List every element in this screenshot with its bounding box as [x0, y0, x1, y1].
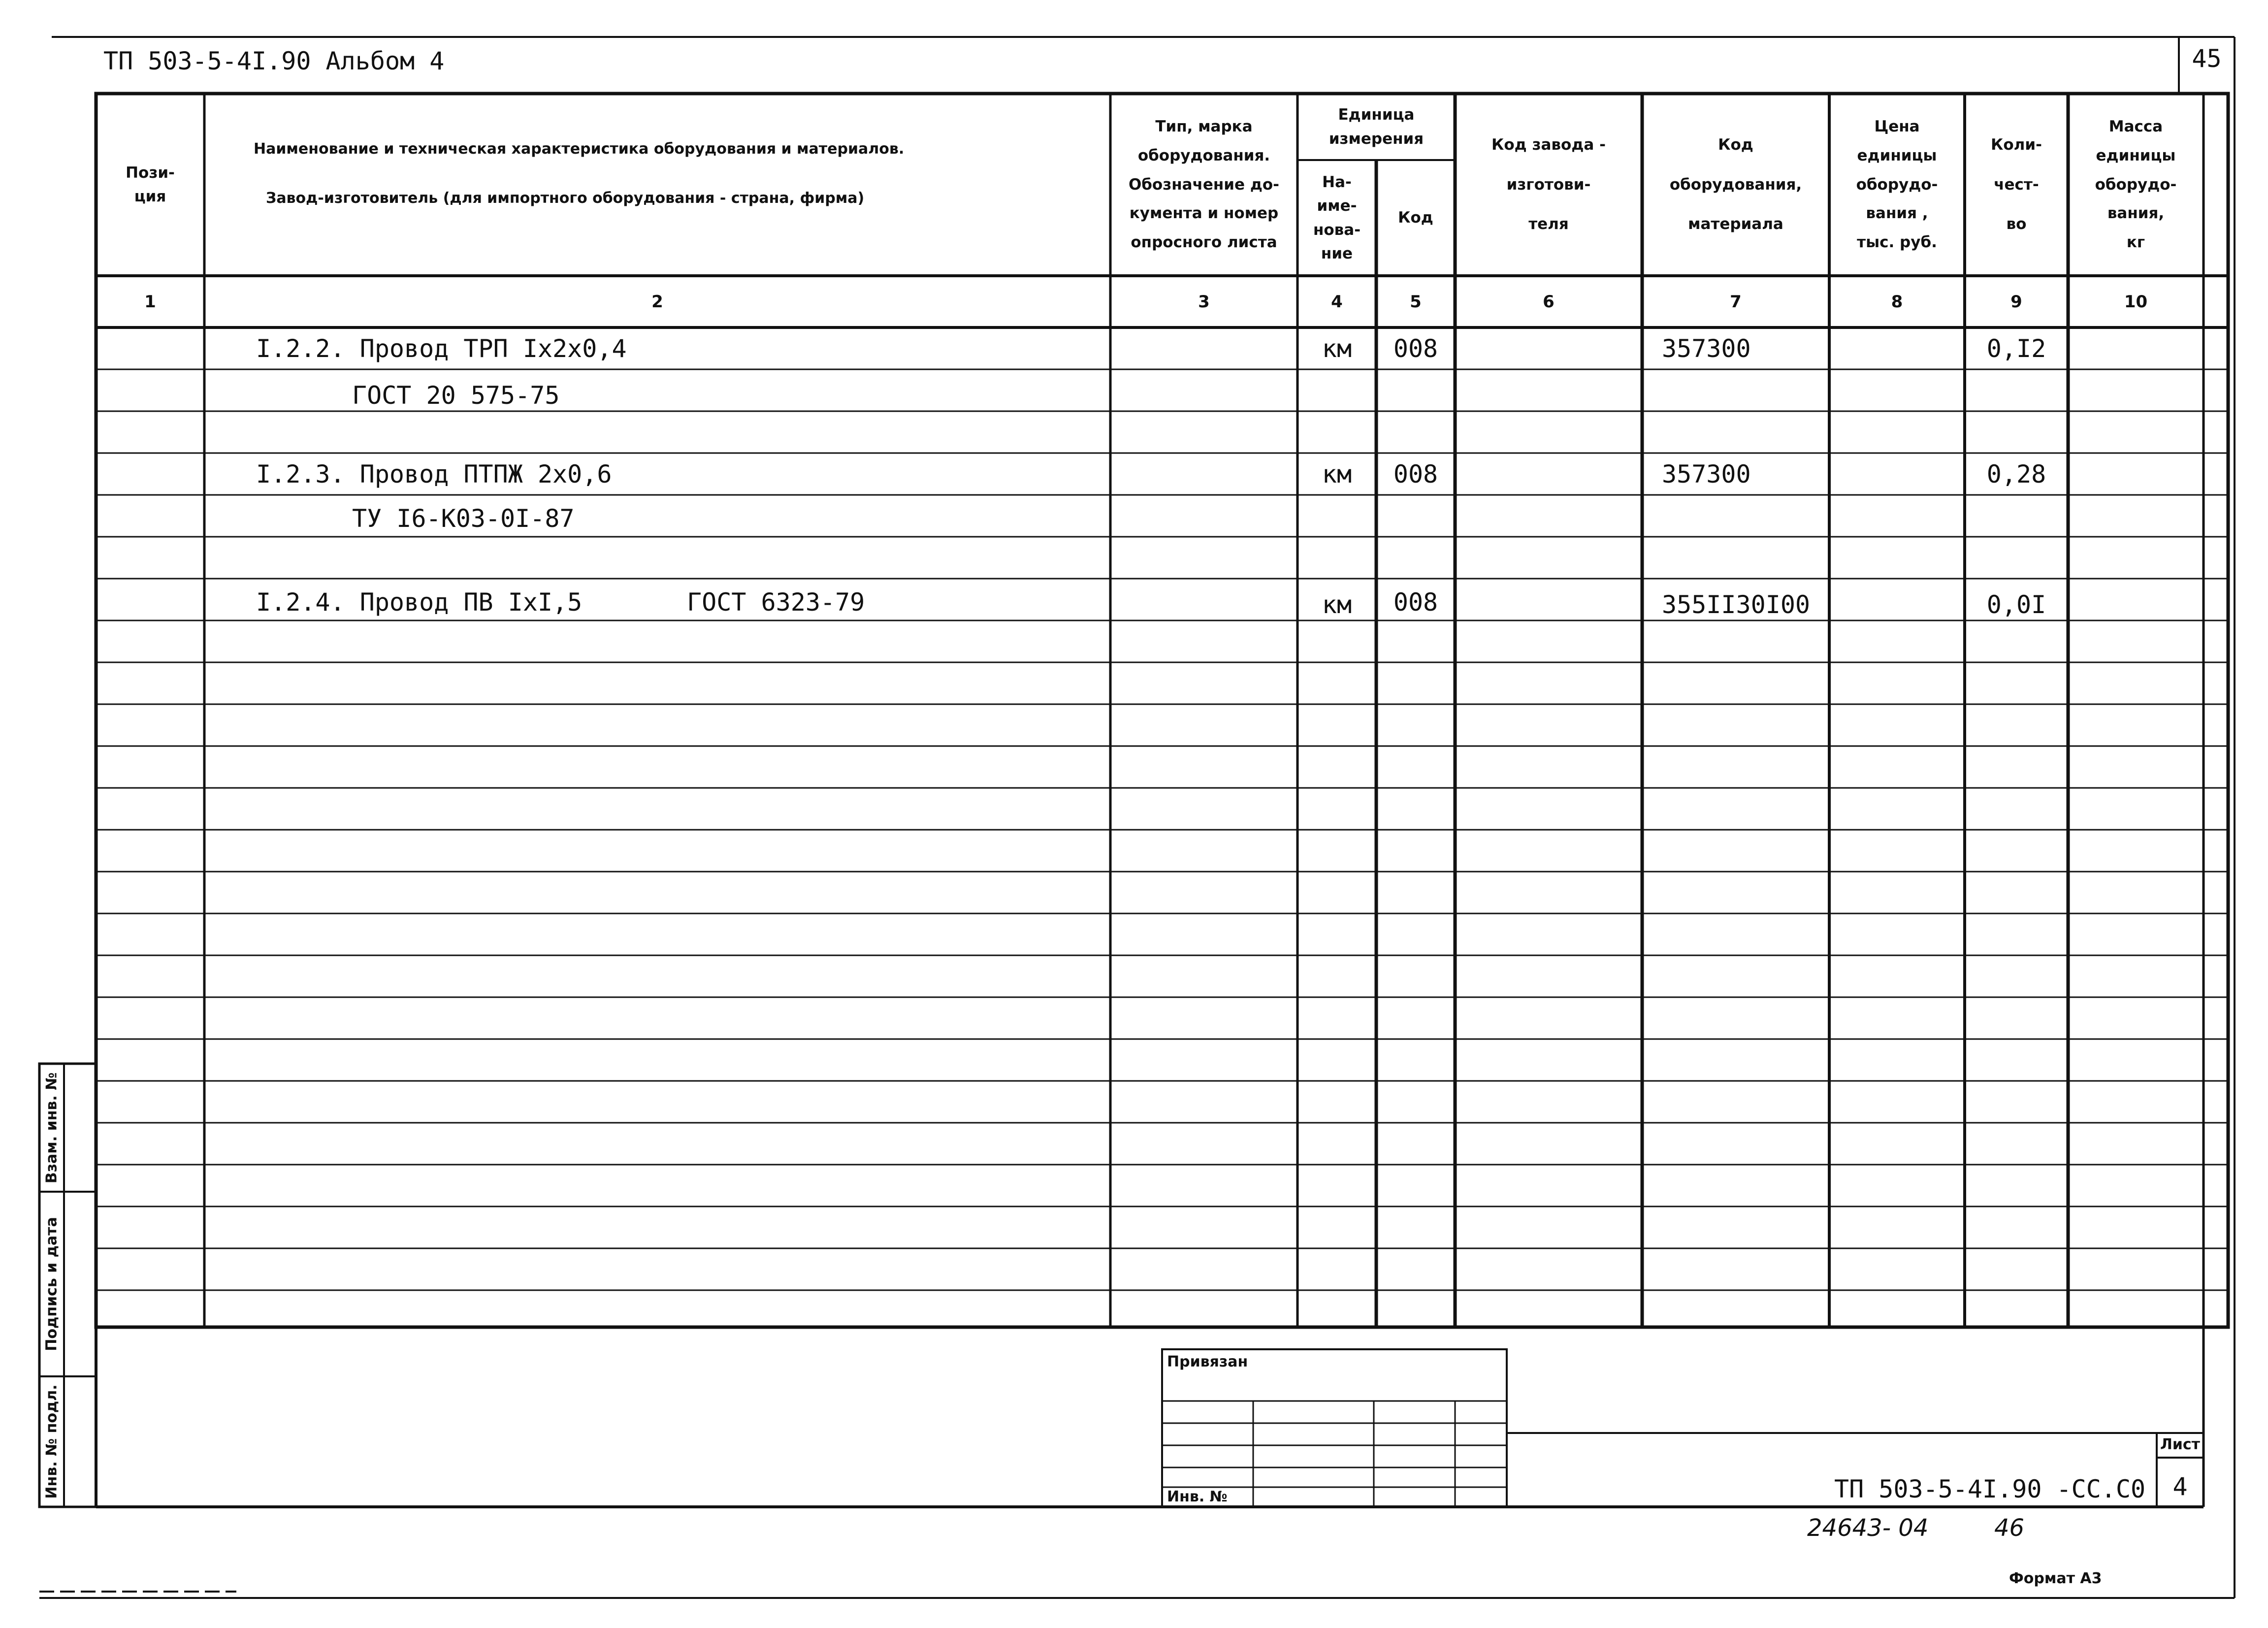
header-price: Цена единицы оборудо- вания , тыс. руб.: [1856, 117, 1938, 252]
row-material-code: 357300: [1662, 334, 1751, 363]
handwritten-number: 24643- 04: [1807, 1514, 1929, 1542]
row-quantity: 0,28: [1986, 459, 2046, 488]
header-mass: Масса единицы оборудо- вания, кг: [2095, 117, 2177, 252]
side-label-inv-podl: Инв. № подл.: [43, 1384, 61, 1499]
col-number-6: 6: [1543, 292, 1555, 312]
col-number-8: 8: [1891, 292, 1903, 312]
header-name-line2: Завод-изготовитель (для импортного оборудования - страна, фирма): [266, 190, 865, 207]
col-number-2: 2: [651, 292, 663, 312]
col-number-7: 7: [1730, 292, 1742, 312]
privyazan-title: Привязан: [1167, 1353, 1248, 1370]
header-position: Пози- ция: [126, 163, 175, 205]
header-name-line1: Наименование и техническая характеристика оборудования и материалов.: [254, 140, 905, 158]
header-equipment-code: Код оборудования, материала: [1669, 136, 1802, 233]
col-number-5: 5: [1410, 292, 1422, 312]
header-quantity: Коли- чест- во: [1991, 136, 2042, 233]
sheet-number: 4: [2172, 1472, 2188, 1501]
document-designation: ТП 503-5-4I.90 -СС.С0: [1834, 1475, 2146, 1503]
row-unit: км: [1322, 334, 1352, 363]
side-stamp-cell: [39, 1376, 64, 1507]
privyazan-inv-label: Инв. №: [1167, 1488, 1228, 1505]
side-stamp-cell: [39, 1064, 64, 1192]
row-quantity: 0,0I: [1986, 590, 2046, 619]
row-name: I.2.3. Провод ПТПЖ 2х0,6: [256, 459, 612, 488]
row-unit: км: [1322, 590, 1352, 619]
row-unit: км: [1322, 459, 1352, 488]
row-name-subline: ТУ I6-К03-0I-87: [352, 504, 575, 533]
row-quantity: 0,I2: [1986, 334, 2046, 363]
row-material-code: 355II30I00: [1662, 590, 1811, 619]
header-unit-name: На- име- нова- ние: [1313, 173, 1361, 262]
row-unit-code: 008: [1393, 459, 1438, 488]
row-name: I.2.2. Провод ТРП Iх2х0,4: [256, 334, 627, 363]
col-number-9: 9: [2010, 292, 2022, 312]
header-factory-code: Код завода - изготови- теля: [1491, 136, 1606, 233]
format-label: Формат А3: [2009, 1570, 2102, 1587]
side-label-vzam-inv: Взам. инв. №: [43, 1072, 61, 1183]
row-unit-code: 008: [1393, 587, 1438, 617]
side-label-podpis-data: Подпись и дата: [43, 1217, 61, 1351]
col-number-1: 1: [144, 292, 156, 312]
page-number: 45: [2192, 44, 2222, 73]
col-number-10: 10: [2124, 292, 2148, 312]
sheet-label: Лист: [2160, 1436, 2201, 1453]
side-stamp-cell: [39, 1192, 64, 1376]
row-name-standard: ГОСТ 6323-79: [687, 587, 865, 617]
handwritten-extra: 46: [1994, 1514, 2025, 1542]
sheet-top-title: ТП 503-5-4I.90 Альбом 4: [103, 47, 445, 75]
header-type: Тип, марка оборудования. Обозначение до- кумента и номер опросного листа: [1128, 117, 1280, 252]
header-unit-code: Код: [1398, 209, 1433, 227]
col-number-4: 4: [1331, 292, 1343, 312]
col-number-3: 3: [1198, 292, 1210, 312]
row-unit-code: 008: [1393, 334, 1438, 363]
header-name-cell: [204, 94, 1110, 276]
row-name: I.2.4. Провод ПВ IхI,5: [256, 587, 583, 617]
header-unit-group: Единица измерения: [1328, 106, 1424, 148]
row-name-subline: ГОСТ 20 575-75: [352, 381, 560, 410]
row-material-code: 357300: [1662, 459, 1751, 488]
